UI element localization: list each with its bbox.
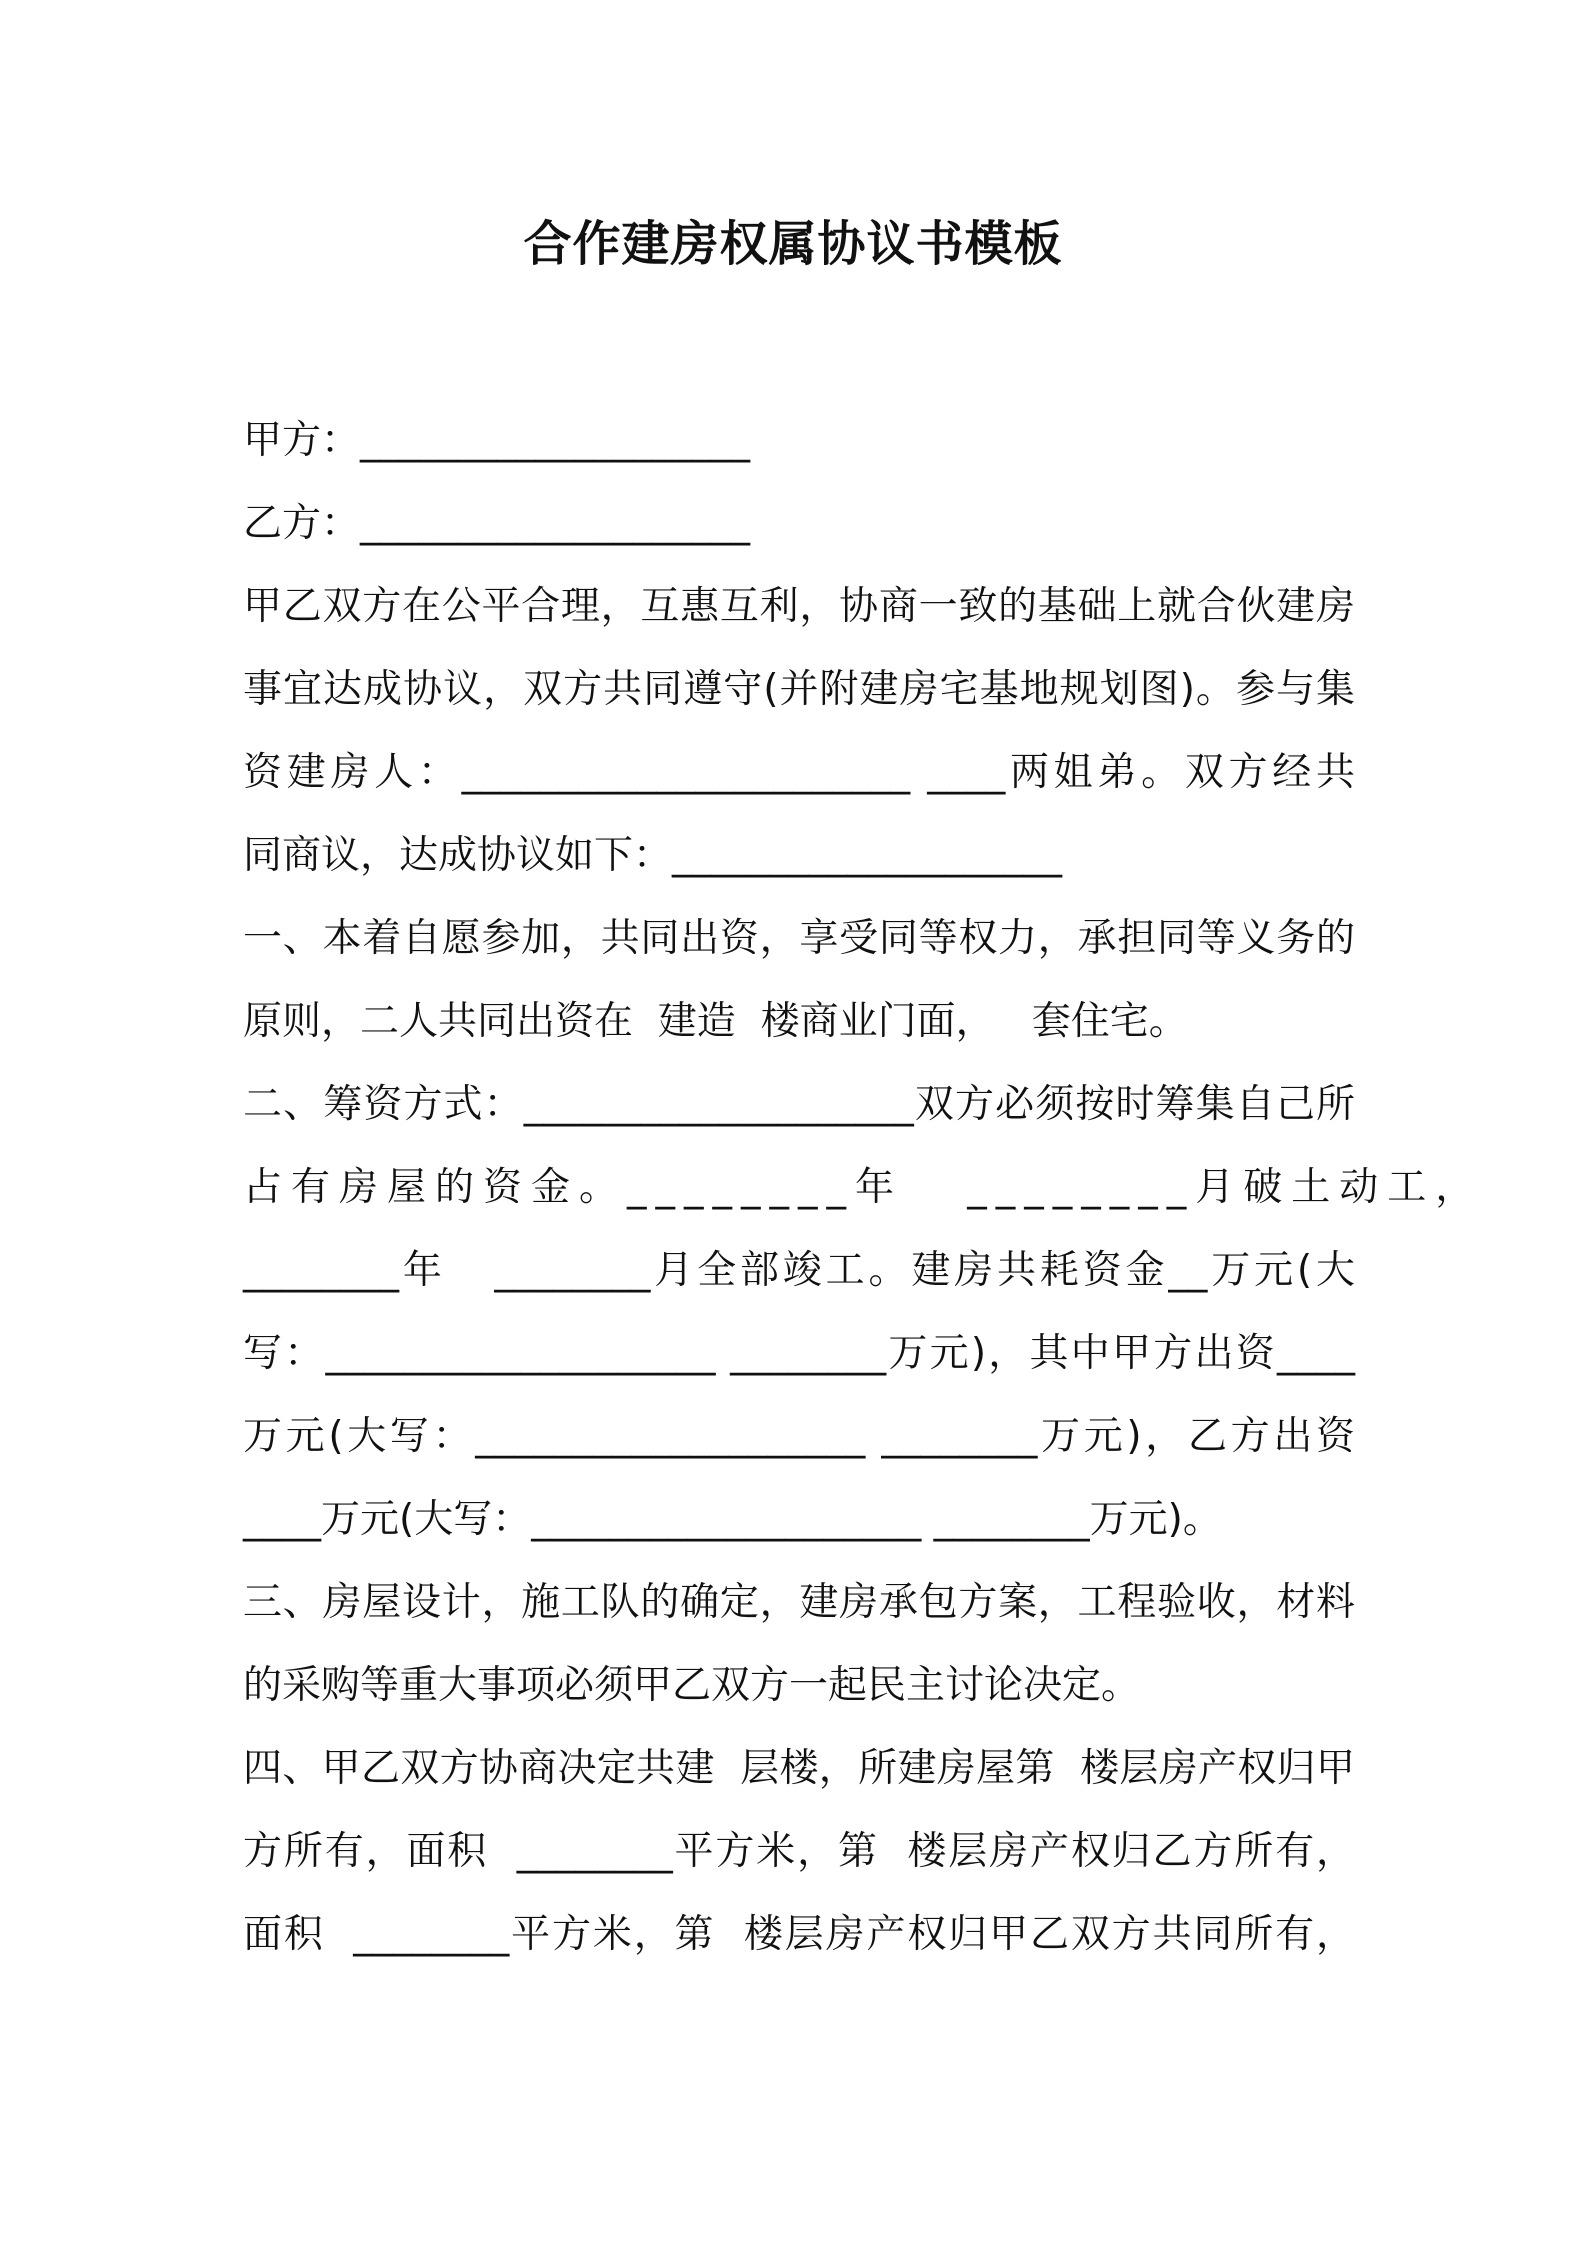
clause-2-line: 占有房屋的资金。________年 ________月破土动工， — [243, 1165, 1484, 1210]
clause-2-line: 二、筹资方式：____________________双方必须按时筹集自己所 — [243, 1082, 1355, 1127]
clause-1-line: 一、本着自愿参加，共同出资，享受同等权力，承担同等义务的 — [243, 916, 1355, 961]
clause-4-line: 四、甲乙双方协商决定共建 层楼，所建房屋第 楼层房产权归甲 — [243, 1746, 1355, 1791]
clause-3-line: 的采购等重大事项必须甲乙双方一起民主讨论决定。 — [243, 1663, 1141, 1708]
clause-1-line: 原则，二人共同出资在 建造 楼商业门面， 套住宅。 — [243, 999, 1188, 1044]
clause-2-line: 写：____________________ ________万元)，其中甲方出资____ — [243, 1331, 1355, 1376]
body-line: 同商议，达成协议如下：____________________ — [243, 833, 1063, 878]
clause-4-line: 面积 ________平方米，第 楼层房产权归甲乙双方共同所有， — [243, 1912, 1355, 1957]
document-body — [243, 399, 1484, 1976]
clause-4-line: 方所有，面积 ________平方米，第 楼层房产权归乙方所有， — [243, 1829, 1355, 1874]
body-line: 资建房人：_______________________ ____两姐弟。双方经共 — [243, 750, 1355, 795]
party-b-line: 乙方：____________________ — [243, 501, 751, 546]
clause-2-line: ____万元(大写：____________________ ________万元)。 — [243, 1497, 1222, 1542]
clause-3-line: 三、房屋设计，施工队的确定，建房承包方案，工程验收，材料 — [243, 1580, 1355, 1625]
clause-2-line: ________年 ________月全部竣工。建房共耗资金__万元(大 — [243, 1248, 1355, 1293]
party-a-line: 甲方：____________________ — [243, 418, 751, 463]
body-line: 甲乙双方在公平合理，互惠互利，协商一致的基础上就合伙建房 — [243, 584, 1355, 629]
body-line: 事宜达成协议，双方共同遵守(并附建房宅基地规划图)。参与集 — [243, 667, 1355, 712]
document-title: 合作建房权属协议书模板 — [523, 216, 1063, 272]
clause-2-line: 万元(大写：____________________ ________万元)，乙方出资 — [243, 1414, 1355, 1459]
